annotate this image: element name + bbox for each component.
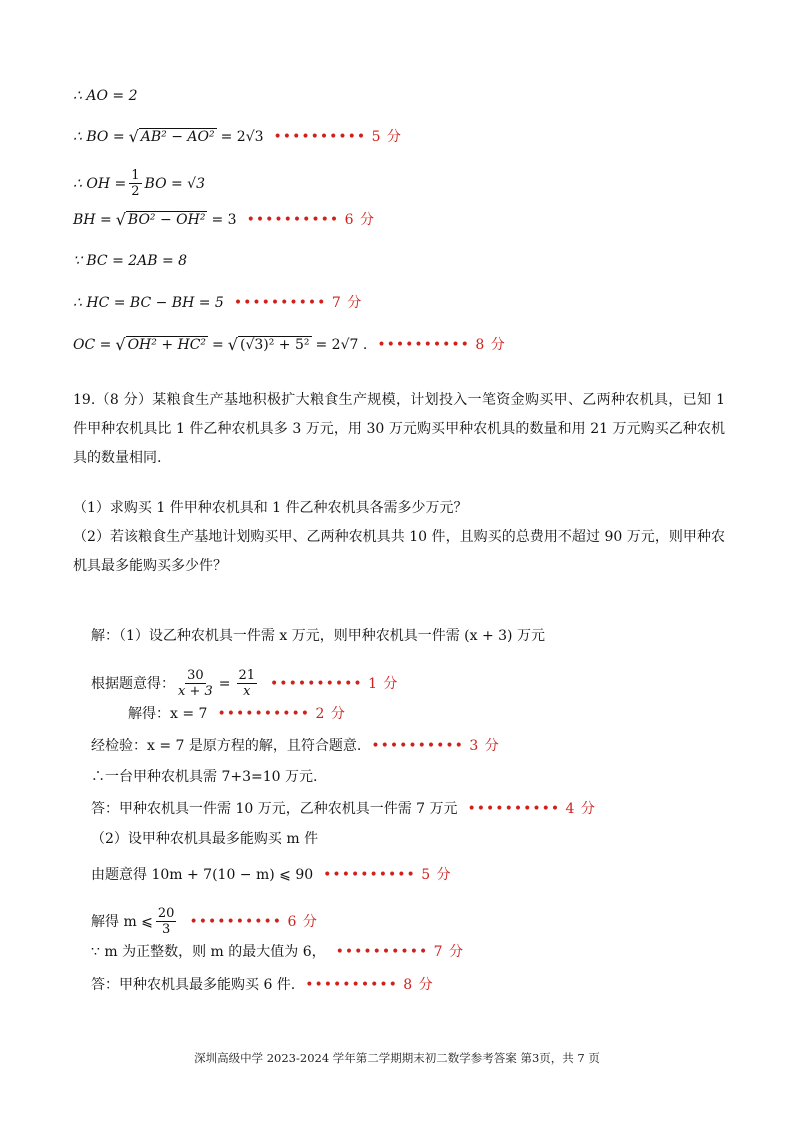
equation-equals: = <box>218 675 231 692</box>
sol-19-setup: 解：（1）设乙种农机具一件需 x 万元，则甲种农机具一件需 (x + 3) 万元 <box>91 628 545 644</box>
line-ao <box>73 86 137 106</box>
fraction-denominator: 2 <box>131 184 140 199</box>
oc-equals: = <box>212 337 224 353</box>
radical-sign: √ <box>227 335 238 354</box>
fraction-denominator: 3 <box>162 922 171 937</box>
oc-result: = 2√7 . <box>315 337 368 353</box>
bh-result: = 3 <box>211 212 237 228</box>
sol-19-line-6 <box>91 799 596 819</box>
sol-19-line-2 <box>91 668 398 699</box>
bh-sqrt <box>116 211 208 229</box>
sol-19-line-11 <box>91 975 434 995</box>
sol-19-answer-1: 答：甲种农机具一件需 10 万元，乙种农机具一件需 7 万元 <box>91 801 458 817</box>
sol-19-line-9 <box>91 906 318 937</box>
sol-19-line-8 <box>91 865 452 885</box>
equation-fraction-left <box>178 668 213 699</box>
bh-radicand: BO² − OH² <box>127 212 206 228</box>
radical-sign: √ <box>115 210 126 229</box>
sol-19-solve: 解得：x = 7 <box>128 706 208 722</box>
sol-19-solve-m: 解得 m ⩽ <box>91 913 153 930</box>
sol-19-answer-2: 答：甲种农机具最多能购买 6 件. <box>91 977 296 993</box>
sol-19-part-2-setup: （2）设甲种农机具最多能购买 m 件 <box>91 831 319 847</box>
oc-sqrt-1 <box>115 336 208 354</box>
radical-sign: √ <box>115 335 126 354</box>
fraction-denominator: x <box>243 684 251 699</box>
score-mark-7: •••••••••• 7 分 <box>233 295 363 311</box>
line-bo <box>73 127 402 147</box>
bc-text: ∵ BC = 2AB = 8 <box>73 253 188 269</box>
bo-prefix: ∴ BO = <box>73 129 125 145</box>
oc-radicand-1: OH² + HC² <box>127 337 207 353</box>
sol-19-line-1 <box>91 626 545 646</box>
fraction-denominator: x + 3 <box>178 684 213 699</box>
oh-rest: BO = √3 <box>144 175 205 192</box>
sol-19-line-3 <box>128 704 346 724</box>
score-mark-2: •••••••••• 2 分 <box>217 706 346 722</box>
bo-result: = 2√3 <box>220 129 264 145</box>
sol-19-equation-label: 根据题意得： <box>91 675 175 692</box>
line-oh <box>73 168 205 199</box>
oc-radicand-2: (√3)² + 5² <box>239 337 310 353</box>
sol-19-line-10 <box>91 942 464 962</box>
score-mark-5: •••••••••• 5 分 <box>273 129 402 145</box>
score-mark-3: •••••••••• 3 分 <box>371 738 500 754</box>
fraction-numerator: 30 <box>187 668 204 683</box>
score-mark-8b: •••••••••• 8 分 <box>305 977 434 993</box>
oh-prefix: ∴ OH = <box>73 175 127 192</box>
fraction-numerator: 1 <box>131 168 140 183</box>
sol-19-line-5 <box>91 767 317 787</box>
sol-19-inequality: 由题意得 10m + 7(10 − m) ⩽ 90 <box>91 867 314 883</box>
score-mark-6b: •••••••••• 6 分 <box>189 913 318 930</box>
bo-radicand: AB² − AO² <box>140 129 215 145</box>
sol-19-price: ∴一台甲种农机具需 7+3=10 万元. <box>91 769 318 785</box>
line-bc <box>73 251 187 271</box>
score-mark-6: •••••••••• 6 分 <box>246 212 375 228</box>
score-mark-8: •••••••••• 8 分 <box>377 337 506 353</box>
sol-19-verify: 经检验：x = 7 是原方程的解，且符合题意. <box>91 738 362 754</box>
radical-sign: √ <box>128 127 139 146</box>
ao-text: ∴ AO = 2 <box>73 88 138 104</box>
oc-sqrt-2 <box>228 336 312 354</box>
score-mark-4: •••••••••• 4 分 <box>467 801 596 817</box>
score-mark-7b: •••••••••• 7 分 <box>335 944 465 960</box>
question-19-part-1: （1）求购买 1 件甲种农机具和 1 件乙种农机具各需多少万元？ <box>73 500 468 516</box>
line-hc <box>73 293 362 313</box>
line-bh <box>73 210 375 230</box>
sol-19-line-4 <box>91 736 500 756</box>
fraction-numerator: 21 <box>238 668 256 683</box>
page-footer: 深圳高级中学 2023-2024 学年第二学期期末初二数学参考答案 第3页，共 7 页 <box>194 1051 600 1065</box>
question-19-part-2: （2）若该粮食生产基地计划购买甲、乙两种农机具共 10 件，且购买的总费用不超过 90 万元，则甲种农机具最多能购买多少件？ <box>73 529 725 574</box>
score-mark-5b: •••••••••• 5 分 <box>323 867 452 883</box>
oc-prefix: OC = <box>73 337 112 353</box>
bh-prefix: BH = <box>73 212 112 228</box>
sol-19-line-7 <box>91 829 318 849</box>
hc-text: ∴ HC = BC − BH = 5 <box>73 295 224 311</box>
m-bound-fraction <box>156 906 177 937</box>
fraction-numerator: 20 <box>157 906 175 921</box>
sol-19-integer: ∵ m 为正整数，则 m 的最大值为 6， <box>91 944 326 960</box>
oh-fraction <box>129 168 141 199</box>
equation-fraction-right <box>237 668 258 699</box>
score-mark-1: •••••••••• 1 分 <box>270 675 399 692</box>
line-oc <box>73 335 506 355</box>
bo-sqrt <box>129 128 217 146</box>
question-19-stem: 19.（8 分）某粮食生产基地积极扩大粮食生产规模，计划投入一笔资金购买甲、乙两种农机具，已知 1 件甲种农机具比 1 件乙种农机具多 3 万元，用 30 万元购买甲种农机具的数量和用 21 万元购买乙种农机具的数量相同. <box>73 392 725 466</box>
